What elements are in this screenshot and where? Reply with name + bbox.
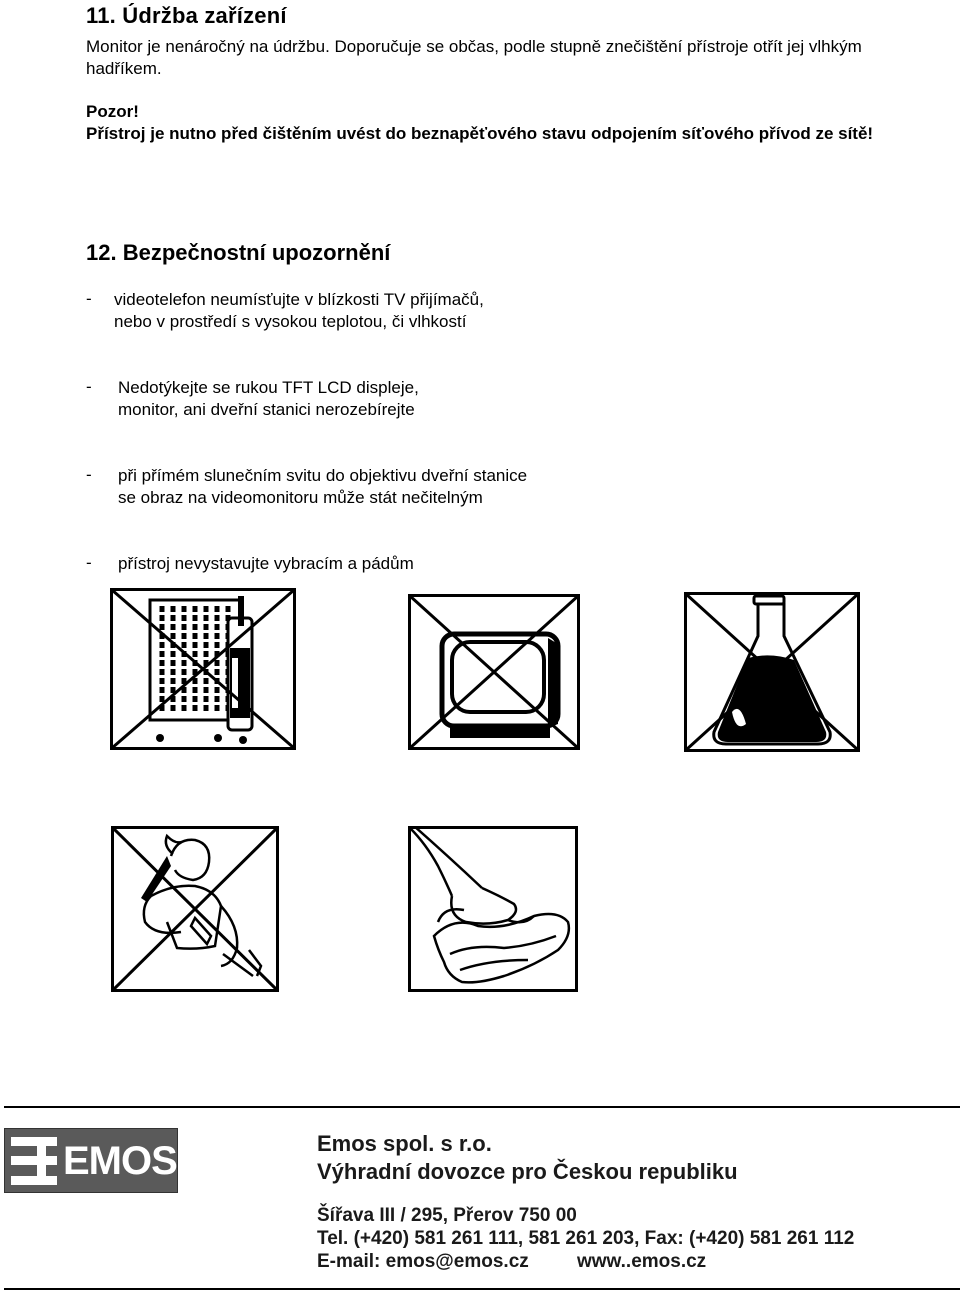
liquid-flask-crossed-icon bbox=[684, 592, 860, 752]
company-tagline: Výhradní dovozce pro Českou republiku bbox=[317, 1159, 738, 1184]
company-phones: Tel. (+420) 581 261 111, 581 261 203, Fax: (+420) 581 261 112 bbox=[317, 1228, 855, 1249]
footer-divider-top bbox=[4, 1106, 960, 1108]
list-dash: - bbox=[86, 377, 92, 396]
list-item-line: Nedotýkejte se rukou TFT LCD displeje, bbox=[118, 378, 419, 397]
section-12-heading: 12. Bezpečnostní upozornění bbox=[86, 240, 391, 265]
list-item-line: monitor, ani dveřní stanici nerozebírejte bbox=[118, 400, 415, 419]
cloth-cleaning-icon bbox=[408, 826, 578, 992]
list-item-line: videotelefon neumísťujte v blízkosti TV přijímačů, bbox=[114, 290, 484, 309]
list-item-line: se obraz na videomonitoru může stát nečitelným bbox=[118, 488, 483, 507]
list-item-line: přístroj nevystavujte vybracím a pádům bbox=[118, 554, 414, 573]
heater-crossed-icon bbox=[110, 588, 296, 750]
list-dash: - bbox=[86, 553, 92, 572]
company-website: www..emos.cz bbox=[577, 1251, 707, 1272]
company-name: Emos spol. s r.o. bbox=[317, 1131, 492, 1156]
list-item-line: nebo v prostředí s vysokou teplotou, či vlhkostí bbox=[114, 312, 467, 331]
disassembly-crossed-icon bbox=[111, 826, 279, 992]
section-11-heading: 11. Údržba zařízení bbox=[86, 3, 287, 28]
footer-divider-bottom bbox=[4, 1288, 960, 1290]
list-item-line: při přímém slunečním svitu do objektivu dveřní stanice bbox=[118, 466, 528, 485]
company-email: E-mail: emos@emos.cz bbox=[317, 1251, 529, 1272]
list-dash: - bbox=[86, 289, 92, 308]
maintenance-paragraph: Monitor je nenáročný na údržbu. Doporučuje se občas, podle stupně znečištění přístroje otřít jej vlhkým hadříkem. bbox=[86, 37, 862, 78]
warning-title: Pozor! bbox=[86, 102, 139, 121]
emos-logo-text: EMOS bbox=[63, 1139, 177, 1183]
company-address: Šířava III / 295, Přerov 750 00 bbox=[317, 1205, 577, 1226]
emos-logo-mark-icon bbox=[11, 1137, 57, 1185]
warning-text: Přístroj je nutno před čištěním uvést do beznapěťového stavu odpojením síťového přívod ze sítě! bbox=[86, 124, 874, 143]
emos-logo bbox=[4, 1128, 178, 1193]
list-dash: - bbox=[86, 465, 92, 484]
tv-crossed-icon bbox=[408, 594, 580, 750]
